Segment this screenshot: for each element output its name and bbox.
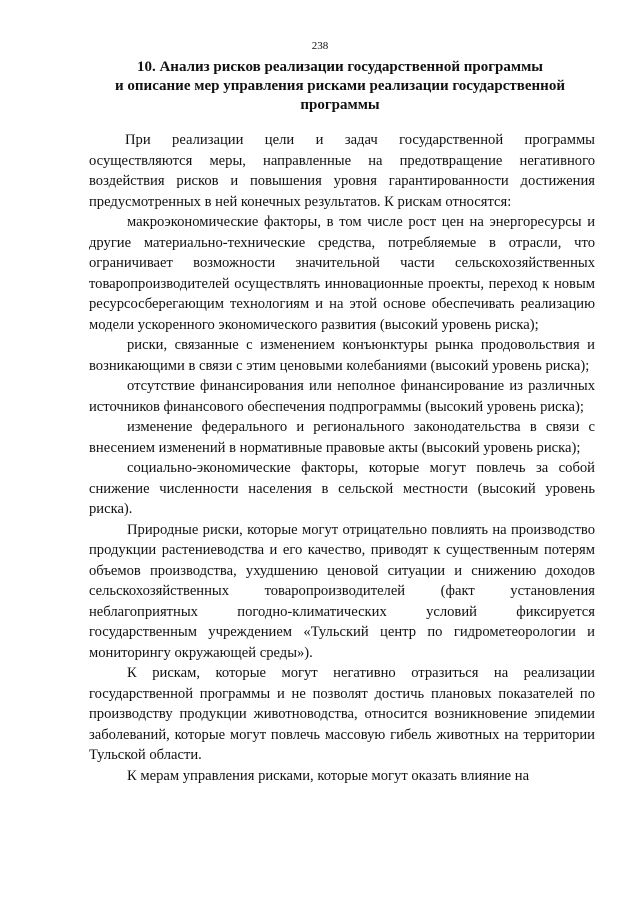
body-text (89, 130, 595, 786)
section-title-line: и описание мер управления рисками реализации государственной (115, 78, 565, 94)
intro-paragraph: При реализации цели и задач государственной программы осуществляются меры, направленные на предотвращение негативного воздействия рисков и повышения уровня гарантированности достижения предусмотренных в ней конечных результатов. К рискам относятся: (89, 132, 595, 210)
risk-management-paragraph: К мерам управления рисками, которые могут оказать влияние на (127, 767, 530, 784)
section-title-line: 10. Анализ рисков реализации государственной программы (136, 59, 544, 75)
natural-risks-paragraph: Природные риски, которые могут отрицательно повлиять на производство продукции растениеводства и его качество, приводят к существенным потерям объемов производства, ухудшению ценовой ситуации и снижению доходов сельскохозяйственных товаропроизводителей (факт установления неблагоприятных погодно-климатических условий фиксируется государственным учреждением «Тульский центр по гидрометеорологии и мониторингу окружающей среды»). (89, 521, 595, 661)
risk-item-financing: отсутствие финансирования или неполное финансирование из различных источников финансового обеспечения подпрограммы (высокий уровень риска); (89, 378, 595, 415)
risk-item-legislation: изменение федерального и регионального законодательства в связи с внесением изменений в нормативные правовые акты (высокий уровень риска); (89, 419, 595, 456)
section-title-line: программы (300, 97, 380, 113)
livestock-risks-paragraph: К рискам, которые могут негативно отразиться на реализации государственной программы и не позволят достичь плановых показателей по производству продукции животноводства, относится возникновение эпидемии заболеваний, которые могут повлечь массовую гибель животных на территории Тульской области. (89, 665, 595, 763)
page-number: 238 (311, 40, 329, 52)
risk-item-socioeconomic: социально-экономические факторы, которые могут повлечь за собой снижение численности населения в сельской местности (высокий уровень риска). (89, 460, 595, 517)
section-title (100, 58, 580, 115)
risk-item-market: риски, связанные с изменением конъюнктуры рынка продовольствия и возникающими в связи с этим ценовыми колебаниями (высокий уровень риска); (89, 337, 595, 374)
risk-item-macroeconomic: макроэкономические факторы, в том числе рост цен на энергоресурсы и другие материально-технические средства, потребляемые в отрасли, что ограничивает возможности значительной части сельскохозяйственных товаропроизводителей осуществлять инновационные проекты, переход к новым ресурсосберегающим технологиям и на этой основе обеспечивать реализацию модели ускоренного экономического развития (высокий уровень риска); (89, 214, 595, 333)
